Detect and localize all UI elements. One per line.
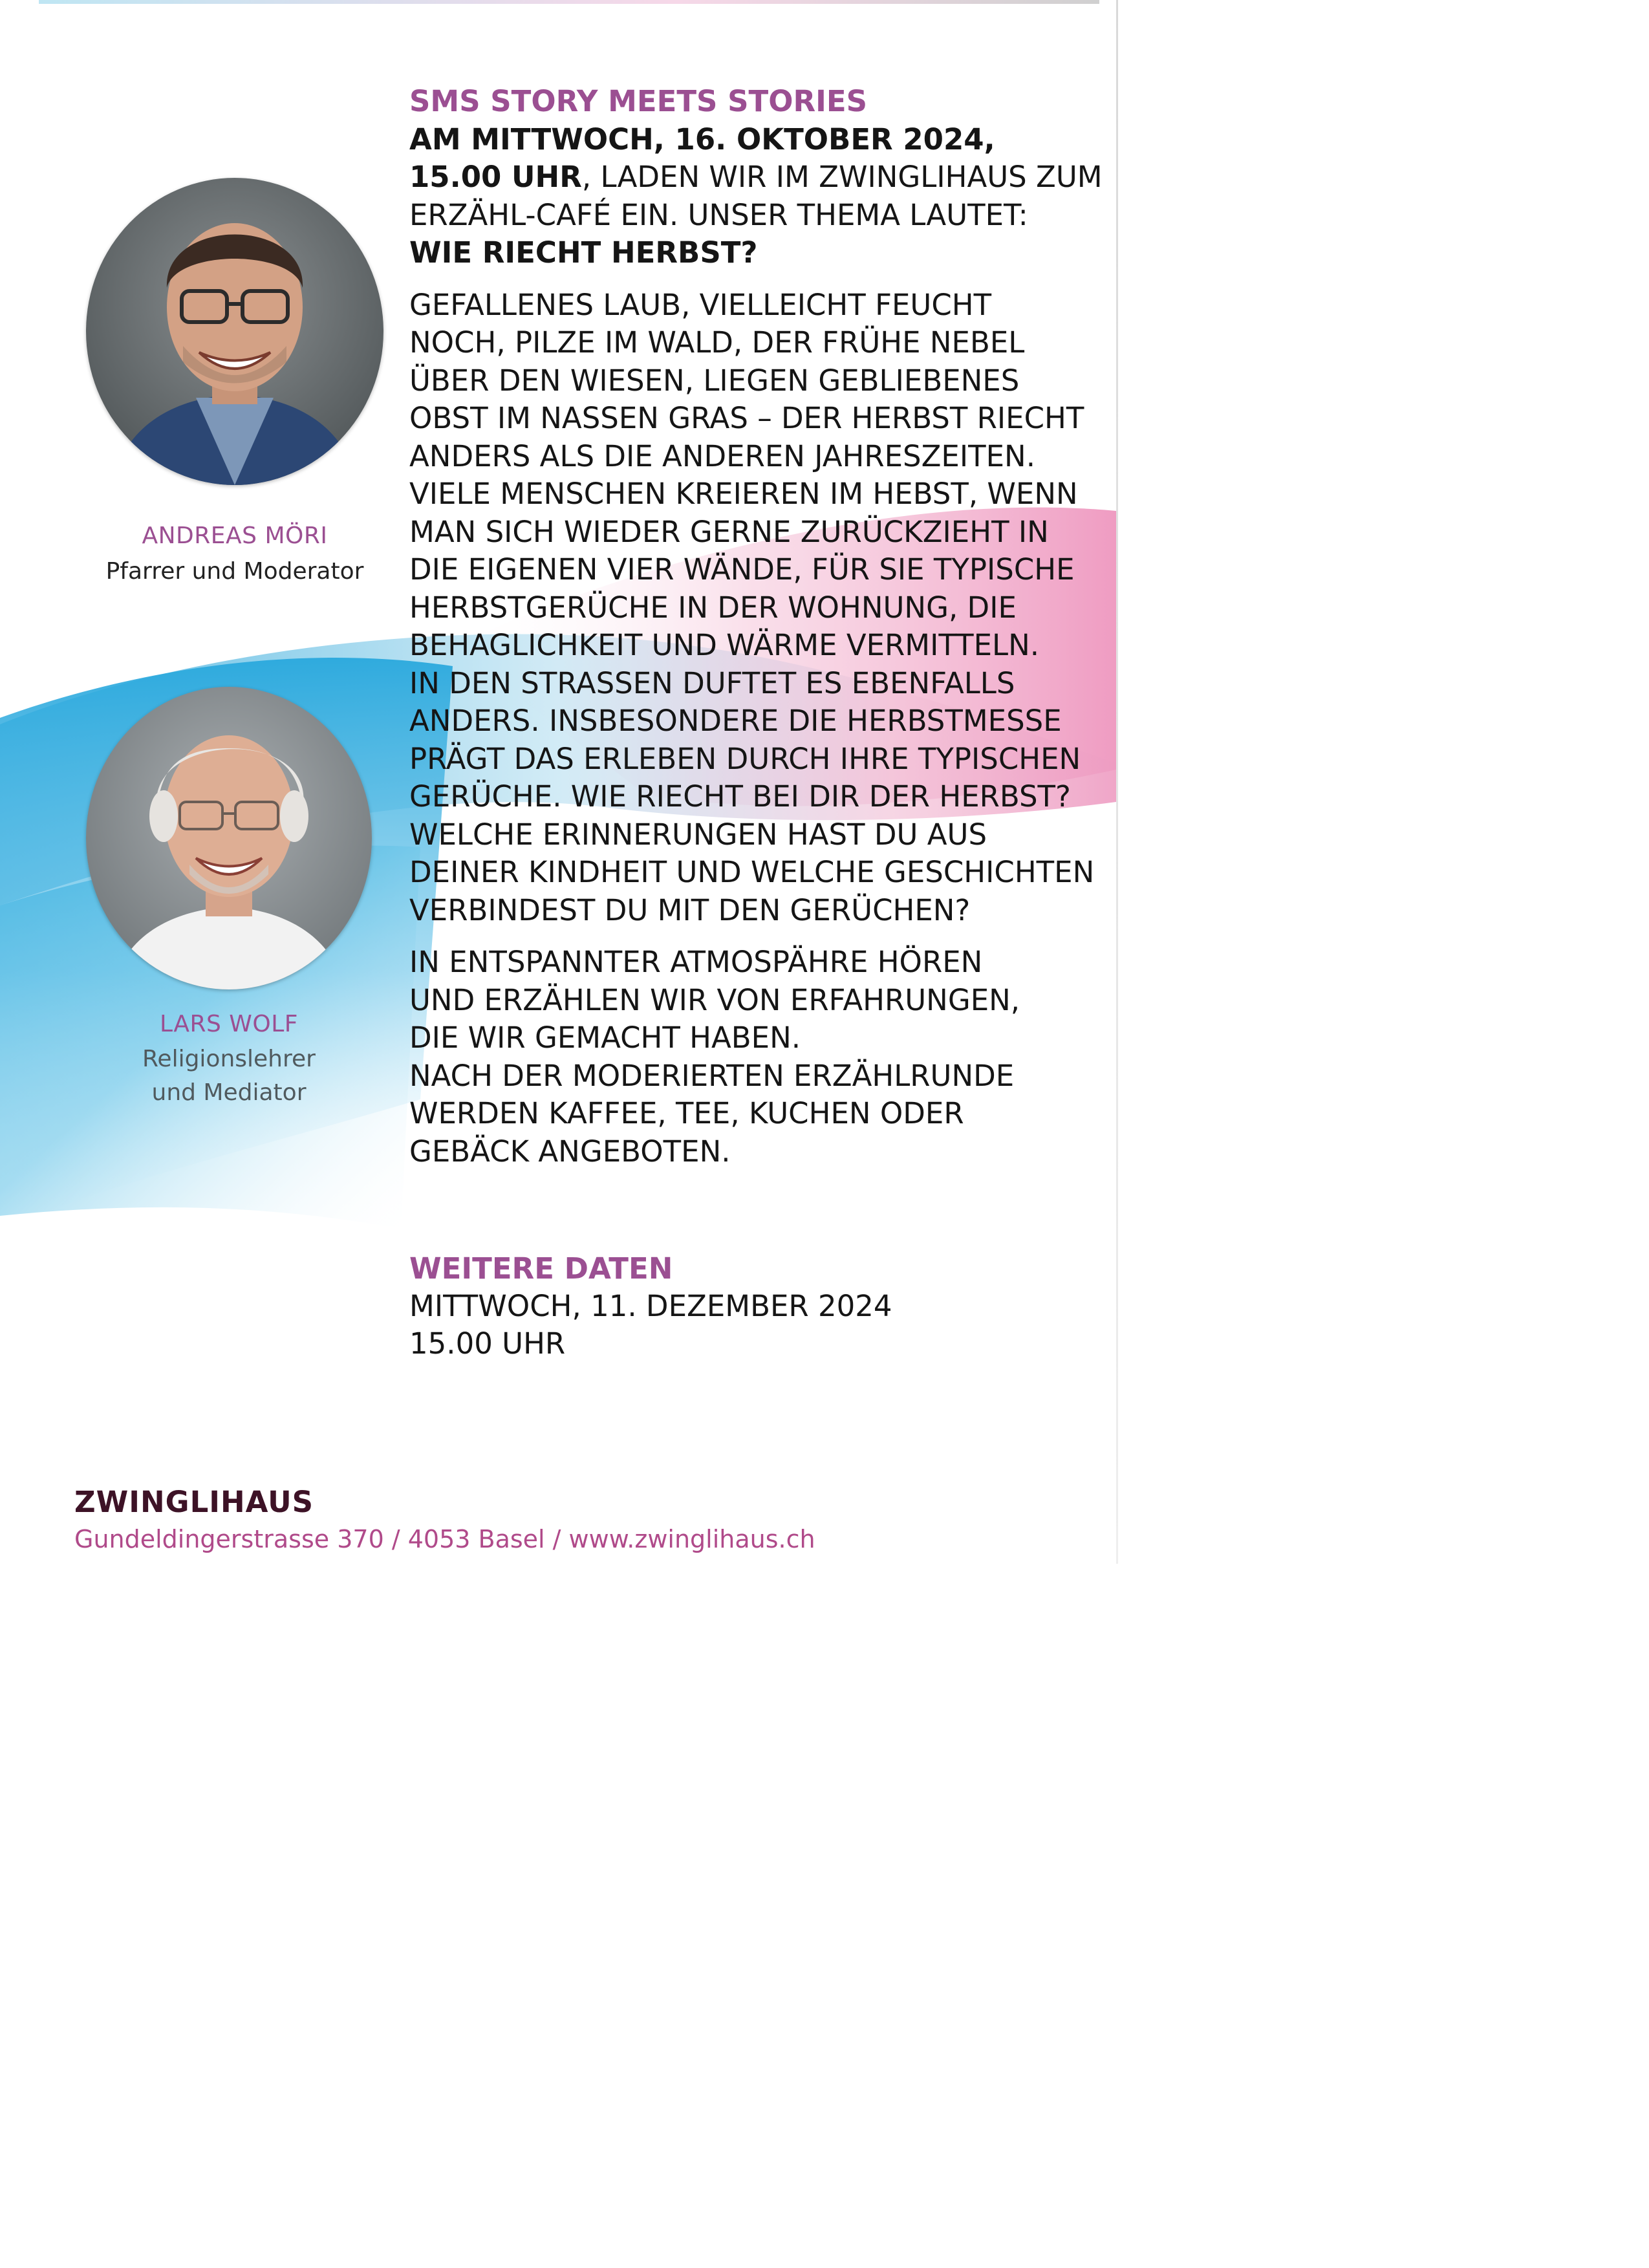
paragraph1-line: ANDERS ALS DIE ANDEREN JAHRESZEITEN. <box>409 438 1036 473</box>
lars-role-line2: und Mediator <box>151 1079 307 1106</box>
paragraph1-line: IN DEN STRASSEN DUFTET ES EBENFALLS <box>409 665 1015 700</box>
andreas-role: Pfarrer und Moderator <box>105 558 364 585</box>
paragraph2-line: NACH DER MODERIERTEN ERZÄHLRUNDE <box>409 1058 1015 1093</box>
body-paragraph-1 <box>409 286 1095 930</box>
event-time: 15.00 UHR <box>409 160 582 194</box>
event-kicker: SMS STORY MEETS STORIES <box>409 84 868 118</box>
paragraph1-line: WELCHE ERINNERUNGEN HAST DU AUS <box>409 817 987 852</box>
paragraph1-line: BEHAGLICHKEIT UND WÄRME VERMITTELN. <box>409 628 1040 662</box>
paragraph1-line: ÜBER DEN WIESEN, LIEGEN GEBLIEBENES <box>409 363 1020 398</box>
lars-role-line1: Religionslehrer <box>142 1046 316 1072</box>
andreas-moeri-photo <box>86 178 383 485</box>
more-dates-date: MITTWOCH, 11. DEZEMBER 2024 <box>409 1289 892 1323</box>
lars-name: LARS WOLF <box>159 1011 298 1037</box>
event-date: AM MITTWOCH, 16. OKTOBER 2024, <box>409 122 995 157</box>
paragraph2-line: WERDEN KAFFEE, TEE, KUCHEN ODER <box>409 1096 964 1130</box>
paragraph2-line: IN ENTSPANNTER ATMOSPÄHRE HÖREN <box>409 945 983 979</box>
paragraph1-line: VIELE MENSCHEN KREIEREN IM HEBST, WENN <box>409 477 1078 511</box>
event-intro-line3: ERZÄHL-CAFÉ EIN. UNSER THEMA LAUTET: <box>409 197 1028 232</box>
body-paragraph-2 <box>409 944 1095 1171</box>
org-address: Gundeldingerstrasse 370 / 4053 Basel / www.zwinglihaus.ch <box>74 1525 815 1553</box>
paragraph1-line: OBST IM NASSEN GRAS – DER HERBST RIECHT <box>409 401 1084 435</box>
paragraph1-line: PRÄGT DAS ERLEBEN DURCH IHRE TYPISCHEN <box>409 741 1081 776</box>
page-edge <box>1116 0 1118 1564</box>
more-dates-time: 15.00 UHR <box>409 1326 566 1361</box>
paragraph2-line: DIE WIR GEMACHT HABEN. <box>409 1021 801 1055</box>
main-text <box>409 83 1103 1171</box>
flyer-page <box>0 0 1116 1564</box>
paragraph1-line: HERBSTGERÜCHE IN DER WOHNUNG, DIE <box>409 590 1017 625</box>
paragraph1-line: DEINER KINDHEIT UND WELCHE GESCHICHTEN <box>409 855 1095 889</box>
event-intro-rest: , LADEN WIR IM ZWINGLIHAUS ZUM <box>581 160 1103 194</box>
paragraph2-line: GEBÄCK ANGEBOTEN. <box>409 1134 731 1169</box>
event-theme: WIE RIECHT HERBST? <box>409 235 758 270</box>
org-name: ZWINGLIHAUS <box>74 1485 314 1519</box>
paragraph1-line: NOCH, PILZE IM WALD, DER FRÜHE NEBEL <box>409 325 1025 360</box>
paragraph1-line: GERÜCHE. WIE RIECHT BEI DIR DER HERBST? <box>409 779 1071 814</box>
andreas-name: ANDREAS MÖRI <box>142 523 328 549</box>
paragraph1-line: DIE EIGENEN VIER WÄNDE, FÜR SIE TYPISCHE <box>409 552 1075 587</box>
more-dates-heading: WEITERE DATEN <box>409 1251 673 1286</box>
paragraph1-line: GEFALLENES LAUB, VIELLEICHT FEUCHT <box>409 287 992 322</box>
paragraph1-line: VERBINDEST DU MIT DEN GERÜCHEN? <box>409 892 971 927</box>
paragraph1-line: ANDERS. INSBESONDERE DIE HERBSTMESSE <box>409 704 1062 738</box>
lars-wolf-photo <box>86 687 372 989</box>
paragraph2-line: UND ERZÄHLEN WIR VON ERFAHRUNGEN, <box>409 982 1020 1017</box>
event-intro-line2 <box>409 158 1103 197</box>
paragraph1-line: MAN SICH WIEDER GERNE ZURÜCKZIEHT IN <box>409 514 1049 549</box>
